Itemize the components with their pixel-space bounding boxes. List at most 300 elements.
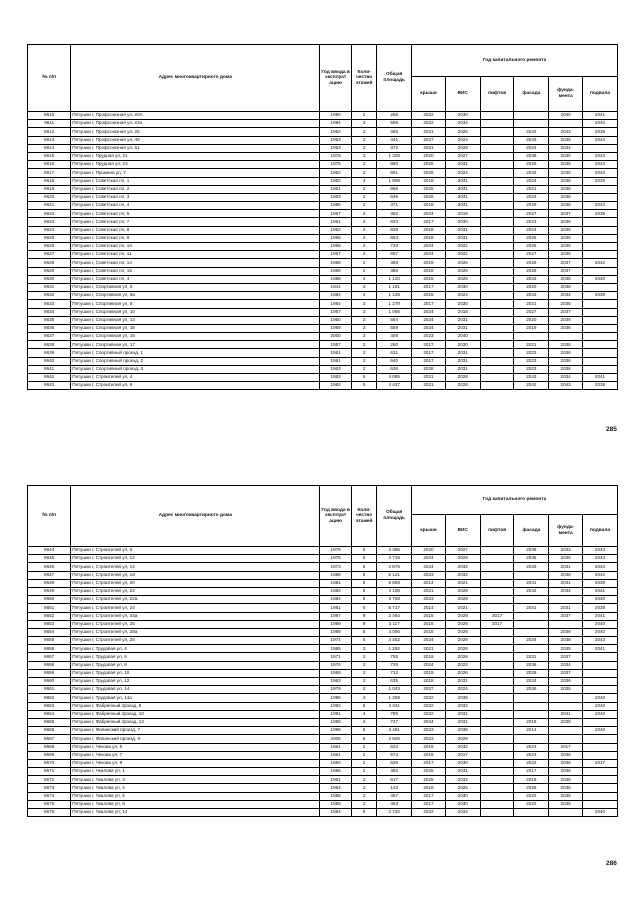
cell-area: 143	[377, 784, 412, 792]
cell-roof: 2024	[412, 243, 446, 251]
cell-roof: 2024	[412, 555, 446, 563]
cell-num: 9667	[28, 735, 71, 743]
cell-address: Петушки г, Профсоюзная ул, 51	[71, 144, 320, 152]
table-row	[28, 324, 618, 332]
cell-roof: 2024	[412, 661, 446, 669]
cell-foundation: 2037	[549, 669, 583, 677]
cell-floors: 2	[351, 112, 376, 120]
cell-roof: 2017	[412, 349, 446, 357]
cell-roof: 2023	[412, 596, 446, 604]
cell-foundation: 2043	[549, 382, 583, 390]
cell-area: 3 464	[377, 612, 412, 620]
cell-basement: 2040	[583, 628, 618, 636]
cell-basement: 2043	[583, 161, 618, 169]
cell-area: 453	[377, 800, 412, 808]
cell-foundation	[549, 735, 583, 743]
table-row	[28, 333, 618, 341]
cell-year-built: 1957	[320, 308, 352, 316]
cell-num: 9622	[28, 210, 71, 218]
cell-area: 371	[377, 202, 412, 210]
cell-vis: 2032	[445, 563, 480, 571]
cell-foundation: 2036	[549, 555, 583, 563]
header-address: Адрес многоквартирного дома	[71, 45, 320, 112]
cell-roof: 2019	[412, 743, 446, 751]
cell-basement: 2040	[583, 809, 618, 817]
cell-lift	[480, 555, 514, 563]
cell-vis: 2021	[445, 604, 480, 612]
cell-floors: 2	[351, 144, 376, 152]
cell-address: Петушки г, Строителей ул, 28а	[71, 628, 320, 636]
cell-facade: 2042	[514, 382, 549, 390]
cell-facade: 2043	[514, 275, 549, 283]
cell-address: Петушки г, Спортивная ул, 8	[71, 300, 320, 308]
cell-basement: 2043	[583, 637, 618, 645]
cell-year-built: 1994	[320, 809, 352, 817]
cell-floors: 2	[351, 169, 376, 177]
cell-roof: 2019	[412, 653, 446, 661]
cell-lift	[480, 702, 514, 710]
cell-facade: 2026	[514, 784, 549, 792]
cell-vis: 2035	[445, 694, 480, 702]
cell-lift	[480, 152, 514, 160]
cell-foundation: 2035	[549, 645, 583, 653]
table-row	[28, 341, 618, 349]
cell-num: 9662	[28, 694, 71, 702]
cell-num: 9620	[28, 193, 71, 201]
cell-roof: 2022	[412, 809, 446, 817]
cell-year-built: 1963	[320, 136, 352, 144]
cell-foundation: 2035	[549, 792, 583, 800]
cell-roof: 2018	[412, 226, 446, 234]
cell-facade: 2018	[514, 776, 549, 784]
cell-basement	[583, 341, 618, 349]
cell-num: 9635	[28, 316, 71, 324]
cell-address: Петушки г, Спортивный проезд, 1	[71, 349, 320, 357]
cell-lift	[480, 686, 514, 694]
cell-roof: 2015	[412, 612, 446, 620]
table-row	[28, 702, 618, 710]
header-foundation: фунда-мента	[549, 515, 583, 547]
cell-roof: 2021	[412, 645, 446, 653]
cell-foundation: 2036	[549, 177, 583, 185]
cell-facade	[514, 694, 549, 702]
cell-foundation: 2034	[549, 292, 583, 300]
cell-lift	[480, 341, 514, 349]
cell-year-built: 1960	[320, 759, 352, 767]
cell-facade: 2039	[514, 686, 549, 694]
cell-year-built: 1965	[320, 234, 352, 242]
cell-floors: 2	[351, 776, 376, 784]
cell-area: 4 106	[377, 587, 412, 595]
cell-num: 9649	[28, 587, 71, 595]
cell-basement: 2041	[583, 587, 618, 595]
cell-address: Петушки г, Чкалова ул, 14	[71, 809, 320, 817]
register-page	[0, 452, 640, 905]
cell-facade: 2022	[514, 800, 549, 808]
cell-basement: 2043	[583, 169, 618, 177]
cell-year-built: 1960	[320, 316, 352, 324]
cell-vis: 2027	[445, 547, 480, 555]
header-roof: крыши	[412, 515, 446, 547]
cell-roof: 2020	[412, 152, 446, 160]
cell-area: 4 452	[377, 637, 412, 645]
cell-basement	[583, 357, 618, 365]
cell-vis: 2040	[445, 333, 480, 341]
cell-area: 572	[377, 751, 412, 759]
cell-vis: 2030	[445, 800, 480, 808]
cell-lift	[480, 547, 514, 555]
cell-roof: 2020	[412, 547, 446, 555]
cell-floors: 2	[351, 751, 376, 759]
cell-facade: 2023	[514, 218, 549, 226]
cell-vis: 2026	[445, 645, 480, 653]
table-row	[28, 210, 618, 218]
cell-floors: 5	[351, 587, 376, 595]
cell-roof: 2028	[412, 365, 446, 373]
table-row	[28, 587, 618, 595]
cell-area: 595	[377, 120, 412, 128]
cell-foundation: 2039	[549, 628, 583, 636]
cell-address: Петушки г, Фабричный проезд, 10	[71, 710, 320, 718]
cell-facade: 2026	[514, 161, 549, 169]
cell-roof: 2022	[412, 112, 446, 120]
cell-facade: 2026	[514, 259, 549, 267]
cell-year-built: 2000	[320, 333, 352, 341]
cell-floors: 2	[351, 768, 376, 776]
cell-roof: 2027	[412, 686, 446, 694]
cell-roof: 2015	[412, 292, 446, 300]
cell-address: Петушки г, Строителей ул, 24	[71, 604, 320, 612]
cell-roof: 2019	[412, 669, 446, 677]
table-row	[28, 177, 618, 185]
cell-vis: 2025	[445, 275, 480, 283]
header-area: Общая площадь	[377, 45, 412, 112]
header-roof: крыши	[412, 77, 446, 112]
cell-facade: 2021	[514, 185, 549, 193]
cell-vis: 2030	[445, 300, 480, 308]
cell-foundation	[549, 596, 583, 604]
cell-year-built: 1962	[320, 177, 352, 185]
cell-year-built: 1985	[320, 275, 352, 283]
cell-num: 9652	[28, 612, 71, 620]
cell-basement	[583, 735, 618, 743]
table-row	[28, 112, 618, 120]
table-row	[28, 193, 618, 201]
cell-num: 9638	[28, 341, 71, 349]
table-row	[28, 275, 618, 283]
cell-area: 625	[377, 759, 412, 767]
cell-foundation: 2036	[549, 251, 583, 259]
cell-year-built: 1963	[320, 365, 352, 373]
cell-vis: 2030	[445, 792, 480, 800]
cell-address: Петушки г, Строителей ул, 20	[71, 579, 320, 587]
cell-lift	[480, 128, 514, 136]
cell-num: 9676	[28, 809, 71, 817]
cell-area: 4 085	[377, 374, 412, 382]
cell-num: 9644	[28, 547, 71, 555]
cell-basement	[583, 718, 618, 726]
header-vis: ВИС	[445, 77, 480, 112]
cell-area: 853	[377, 234, 412, 242]
cell-num: 9645	[28, 555, 71, 563]
cell-foundation: 2036	[549, 316, 583, 324]
cell-foundation: 2035	[549, 169, 583, 177]
cell-facade	[514, 645, 549, 653]
cell-basement	[583, 283, 618, 291]
cell-lift	[480, 210, 514, 218]
cell-facade: 2024	[514, 144, 549, 152]
cell-address: Петушки г, Спортивный проезд, 2	[71, 357, 320, 365]
table-row	[28, 678, 618, 686]
cell-lift	[480, 357, 514, 365]
cell-basement	[583, 243, 618, 251]
cell-num: 9633	[28, 300, 71, 308]
cell-vis: 2031	[445, 678, 480, 686]
cell-num: 9659	[28, 669, 71, 677]
cell-roof: 2021	[412, 144, 446, 152]
cell-address: Петушки г, Фабричный проезд, 12	[71, 718, 320, 726]
cell-year-built: 1961	[320, 743, 352, 751]
cell-roof: 2016	[412, 628, 446, 636]
cell-basement: 2041	[583, 374, 618, 382]
table-row	[28, 694, 618, 702]
cell-floors: 2	[351, 218, 376, 226]
cell-num: 9631	[28, 283, 71, 291]
cell-basement	[583, 686, 618, 694]
table-row	[28, 144, 618, 152]
cell-num: 9627	[28, 251, 71, 259]
cell-address: Петушки г, Трудовая ул, 8	[71, 661, 320, 669]
header-foundation: фунда-мента	[549, 77, 583, 112]
header-num: № п/п	[28, 486, 71, 547]
cell-address: Петушки г, Чкалова ул, 1	[71, 768, 320, 776]
cell-basement	[583, 768, 618, 776]
cell-foundation: 2037	[549, 210, 583, 218]
cell-num: 9650	[28, 596, 71, 604]
cell-facade: 2020	[514, 283, 549, 291]
cell-vis: 2016	[445, 210, 480, 218]
cell-basement: 2040	[583, 694, 618, 702]
cell-vis: 2032	[445, 743, 480, 751]
cell-lift	[480, 661, 514, 669]
cell-roof: 2024	[412, 210, 446, 218]
cell-facade: 2036	[514, 555, 549, 563]
cell-lift	[480, 374, 514, 382]
cell-facade	[514, 612, 549, 620]
table-row	[28, 620, 618, 628]
cell-basement	[583, 743, 618, 751]
cell-basement	[583, 234, 618, 242]
cell-foundation: 2036	[549, 718, 583, 726]
cell-foundation: 2034	[549, 144, 583, 152]
cell-num: 9657	[28, 653, 71, 661]
cell-address: Петушки г, Чкалова ул, 8	[71, 800, 320, 808]
cell-basement	[583, 300, 618, 308]
cell-lift	[480, 718, 514, 726]
cell-facade	[514, 702, 549, 710]
cell-area: 441	[377, 136, 412, 144]
cell-area: 667	[377, 251, 412, 259]
cell-foundation: 2036	[549, 784, 583, 792]
cell-address: Петушки г, Чкалова ул, 4	[71, 784, 320, 792]
cell-address: Петушки г, Прудная ул, 23	[71, 161, 320, 169]
cell-lift	[480, 579, 514, 587]
cell-floors: 5	[351, 555, 376, 563]
table-row	[28, 661, 618, 669]
cell-lift	[480, 776, 514, 784]
cell-year-built: 1961	[320, 185, 352, 193]
cell-address: Петушки г, Чкалова ул, 5	[71, 792, 320, 800]
cell-roof: 2021	[412, 382, 446, 390]
cell-basement	[583, 226, 618, 234]
header-repair-group: Год капитального ремонта	[412, 486, 618, 515]
table-row	[28, 579, 618, 587]
cell-area: 1 043	[377, 686, 412, 694]
cell-year-built: 1962	[320, 169, 352, 177]
cell-year-built: 1961	[320, 776, 352, 784]
cell-area: 747	[377, 718, 412, 726]
cell-lift	[480, 365, 514, 373]
cell-lift: 2017	[480, 612, 514, 620]
cell-address: Петушки г, Спортивная ул, 14	[71, 316, 320, 324]
cell-facade	[514, 735, 549, 743]
cell-address: Петушки г, Советская пл, 4	[71, 275, 320, 283]
table-row	[28, 792, 618, 800]
cell-foundation: 2036	[549, 751, 583, 759]
table-row	[28, 735, 618, 743]
repair-schedule-table	[27, 485, 618, 817]
cell-year-built: 1955	[320, 768, 352, 776]
cell-vis: 2031	[445, 202, 480, 210]
cell-foundation: 2036	[549, 776, 583, 784]
cell-foundation: 2043	[549, 128, 583, 136]
cell-basement: 2041	[583, 112, 618, 120]
cell-facade: 2023	[514, 357, 549, 365]
cell-roof: 2017	[412, 759, 446, 767]
cell-lift	[480, 243, 514, 251]
header-lift: лифтов	[480, 77, 514, 112]
cell-roof: 2025	[412, 185, 446, 193]
cell-num: 9634	[28, 308, 71, 316]
cell-basement	[583, 653, 618, 661]
cell-area: 681	[377, 169, 412, 177]
cell-lift	[480, 120, 514, 128]
cell-area: 385	[377, 267, 412, 275]
cell-floors: 4	[351, 275, 376, 283]
cell-vis: 2031	[445, 234, 480, 242]
cell-roof: 2021	[412, 374, 446, 382]
cell-vis: 2026	[445, 267, 480, 275]
cell-lift	[480, 251, 514, 259]
cell-year-built: 1982	[320, 382, 352, 390]
cell-floors: 3	[351, 308, 376, 316]
cell-address: Петушки г, Филинский проезд, 9	[71, 735, 320, 743]
cell-address: Петушки г, Строителей ул, 8	[71, 547, 320, 555]
cell-year-built: 1962	[320, 128, 352, 136]
cell-floors: 3	[351, 120, 376, 128]
cell-year-built: 1973	[320, 563, 352, 571]
cell-roof: 2018	[412, 784, 446, 792]
cell-num: 9661	[28, 686, 71, 694]
cell-basement: 2042	[583, 259, 618, 267]
cell-floors: 2	[351, 128, 376, 136]
cell-vis: 2029	[445, 637, 480, 645]
cell-lift	[480, 759, 514, 767]
cell-foundation: 2036	[549, 571, 583, 579]
cell-floors: 2	[351, 718, 376, 726]
cell-num: 9642	[28, 374, 71, 382]
cell-lift	[480, 177, 514, 185]
table-row	[28, 743, 618, 751]
cell-vis: 2031	[445, 316, 480, 324]
cell-year-built: 1975	[320, 161, 352, 169]
cell-floors: 3	[351, 300, 376, 308]
cell-basement	[583, 365, 618, 373]
cell-year-built: 1995	[320, 694, 352, 702]
cell-area: 1 262	[377, 645, 412, 653]
cell-address: Петушки г, Строителей ул, 26	[71, 620, 320, 628]
cell-address: Петушки г, Трудовая ул, 6	[71, 653, 320, 661]
cell-foundation: 2036	[549, 357, 583, 365]
cell-roof: 2017	[412, 792, 446, 800]
cell-num: 9672	[28, 776, 71, 784]
cell-roof: 2018	[412, 678, 446, 686]
header-area: Общая площадь	[377, 486, 412, 547]
cell-basement	[583, 144, 618, 152]
cell-year-built: 2006	[320, 735, 352, 743]
table-row	[28, 727, 618, 735]
cell-vis: 2029	[445, 628, 480, 636]
cell-facade: 2029	[514, 669, 549, 677]
table-row	[28, 243, 618, 251]
cell-floors: 2	[351, 185, 376, 193]
cell-foundation: 2036	[549, 283, 583, 291]
cell-foundation	[549, 620, 583, 628]
cell-facade: 2033	[514, 563, 549, 571]
cell-address: Петушки г, Советская пл, 8	[71, 226, 320, 234]
cell-address: Петушки г, Трудовая ул, 14а	[71, 694, 320, 702]
cell-basement	[583, 193, 618, 201]
cell-floors: 2	[351, 251, 376, 259]
cell-num: 9614	[28, 144, 71, 152]
cell-lift	[480, 637, 514, 645]
cell-floors: 2	[351, 316, 376, 324]
cell-vis: 2029	[445, 555, 480, 563]
cell-lift	[480, 112, 514, 120]
cell-vis: 2031	[445, 710, 480, 718]
cell-num: 9673	[28, 784, 71, 792]
cell-num: 9628	[28, 259, 71, 267]
cell-area: 617	[377, 776, 412, 784]
cell-foundation: 2030	[549, 152, 583, 160]
cell-address: Петушки г, Пушкина ул, 7	[71, 169, 320, 177]
cell-address: Петушки г, Строителей ул, 22а	[71, 596, 320, 604]
table-row	[28, 645, 618, 653]
cell-floors: 2	[351, 193, 376, 201]
cell-vis: 2031	[445, 357, 480, 365]
cell-basement	[583, 267, 618, 275]
cell-vis: 2028	[445, 382, 480, 390]
cell-vis: 2017	[445, 751, 480, 759]
cell-facade	[514, 333, 549, 341]
cell-foundation: 2036	[549, 365, 583, 373]
cell-roof: 2023	[412, 571, 446, 579]
cell-foundation: 2034	[549, 587, 583, 595]
cell-foundation: 2036	[549, 678, 583, 686]
cell-floors: 4	[351, 292, 376, 300]
cell-floors: 5	[351, 571, 376, 579]
cell-facade: 2043	[514, 374, 549, 382]
